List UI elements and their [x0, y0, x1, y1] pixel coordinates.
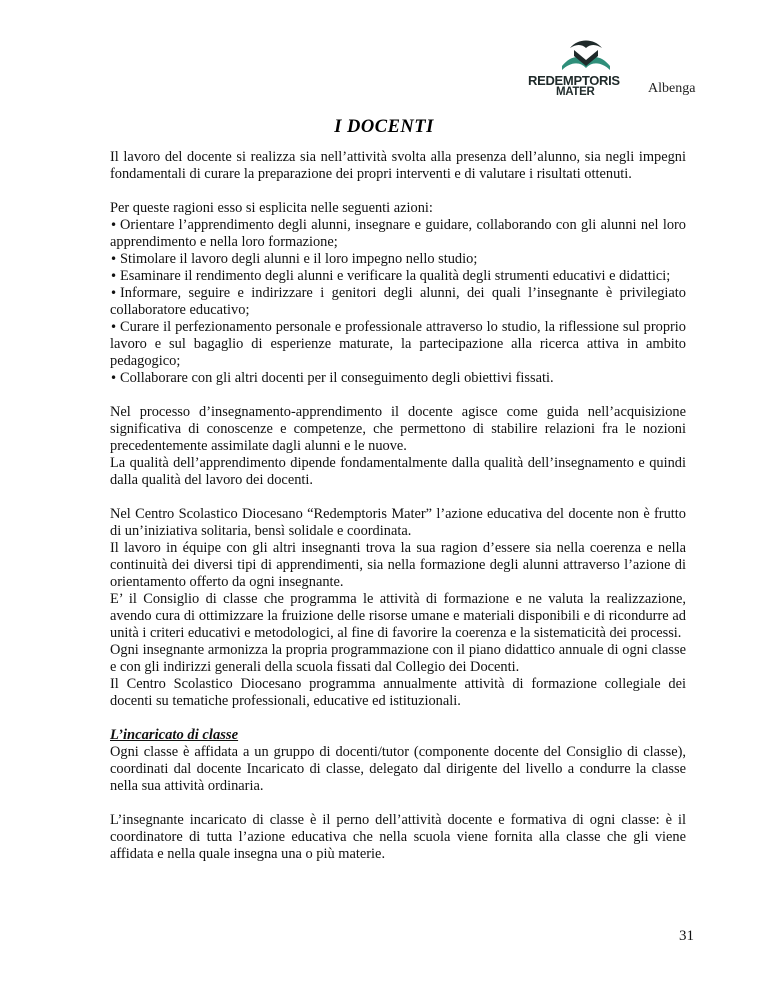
action-item: • Informare, seguire e indirizzare i genitori degli alunni, dei quali l’insegnante è privilegiato collaboratore educativo;: [110, 285, 686, 319]
document-body: [110, 149, 686, 863]
intro-paragraph: Il lavoro del docente si realizza sia nell’attività svolta alla presenza dell’alunno, sia negli impegni fondamentali di curare la preparazione dei propri interventi e di valutare i risultati ottenuti.: [110, 149, 686, 182]
action-item: • Stimolare il lavoro degli alunni e il loro impegno nello studio;: [110, 251, 686, 268]
equipe-paragraph: Il lavoro in équipe con gli altri insegnanti trova la sua ragion d’essere sia nella coerenza e nella continuità dei diversi tipi di apprendimenti, sia nella formazione degli alunni attraverso l’azione di orientamento offerto da ogni insegnante.: [110, 540, 686, 590]
perno-paragraph: L’insegnante incaricato di classe è il perno dell’attività docente e formativa di ogni classe: è il coordinatore di tutta l’azione educativa che nella scuola viene fornita alla classe che gli viene affidata e nella quale insegna una o più materie.: [110, 812, 686, 862]
page-number: 31: [679, 928, 694, 944]
action-item: • Collaborare con gli altri docenti per il conseguimento degli obiettivi fissati.: [110, 370, 686, 387]
centro-paragraph: Nel Centro Scolastico Diocesano “Redemptoris Mater” l’azione educativa del docente non è frutto di un’iniziativa solitaria, bensì solidale e coordinata.: [110, 506, 686, 539]
section-heading: L’incaricato di classe: [110, 727, 239, 743]
action-item: • Esaminare il rendimento degli alunni e verificare la qualità degli strumenti educativi e didattici;: [110, 268, 686, 285]
quality-paragraph: La qualità dell’apprendimento dipende fondamentalmente dalla qualità dell’insegnamento e quindi dalla qualità del lavoro dei docenti.: [110, 455, 686, 488]
location-label: Albenga: [648, 81, 696, 96]
page-title: I DOCENTI: [334, 117, 434, 137]
action-item: • Orientare l’apprendimento degli alunni, insegnare e guidare, collaborando con gli alunni nel loro apprendimento e nella loro formazione;: [110, 217, 686, 251]
actions-intro: Per queste ragioni esso si esplicita nelle seguenti azioni:: [110, 200, 433, 216]
book-emblem-icon: [556, 36, 616, 74]
incaricato-paragraph: Ogni classe è affidata a un gruppo di docenti/tutor (componente docente del Consiglio di classe), coordinati dal docente Incaricato di classe, delegato dal dirigente del livello a condurre la classe nella sua attività ordinaria.: [110, 744, 686, 794]
school-logo: [518, 36, 630, 98]
process-paragraph: Nel processo d’insegnamento-apprendimento il docente agisce come guida nell’acquisizione significativa di conoscenze e competenze, che permettono di stabilire relazioni fra le nozioni precedentemente assimilate dagli alunni e le nuove.: [110, 404, 686, 454]
action-item: • Curare il perfezionamento personale e professionale attraverso lo studio, la riflessione sul proprio lavoro e sul bagaglio di esperienze maturate, la partecipazione alla ricerca attiva in ambito pedagogico;: [110, 319, 686, 370]
formazione-paragraph: Il Centro Scolastico Diocesano programma annualmente attività di formazione collegiale dei docenti su tematiche professionali, educative ed istituzionali.: [110, 676, 686, 709]
logo-text-line2: MATER: [556, 86, 595, 98]
programmazione-paragraph: Ogni insegnante armonizza la propria programmazione con il piano didattico annuale di ogni classe e con gli indirizzi generali della scuola fissati dal Collegio dei Docenti.: [110, 642, 686, 675]
logo-text-line1: REDEMPTORIS: [528, 73, 620, 88]
consiglio-paragraph: E’ il Consiglio di classe che programma le attività di formazione e ne valuta la realizzazione, avendo cura di ottimizzare la fruizione delle risorse umane e materiali disponibili e di ricondurre ad unità i criteri educativi e metodologici, al fine di favorire la coerenza e la sistematicità dei processi.: [110, 591, 686, 641]
